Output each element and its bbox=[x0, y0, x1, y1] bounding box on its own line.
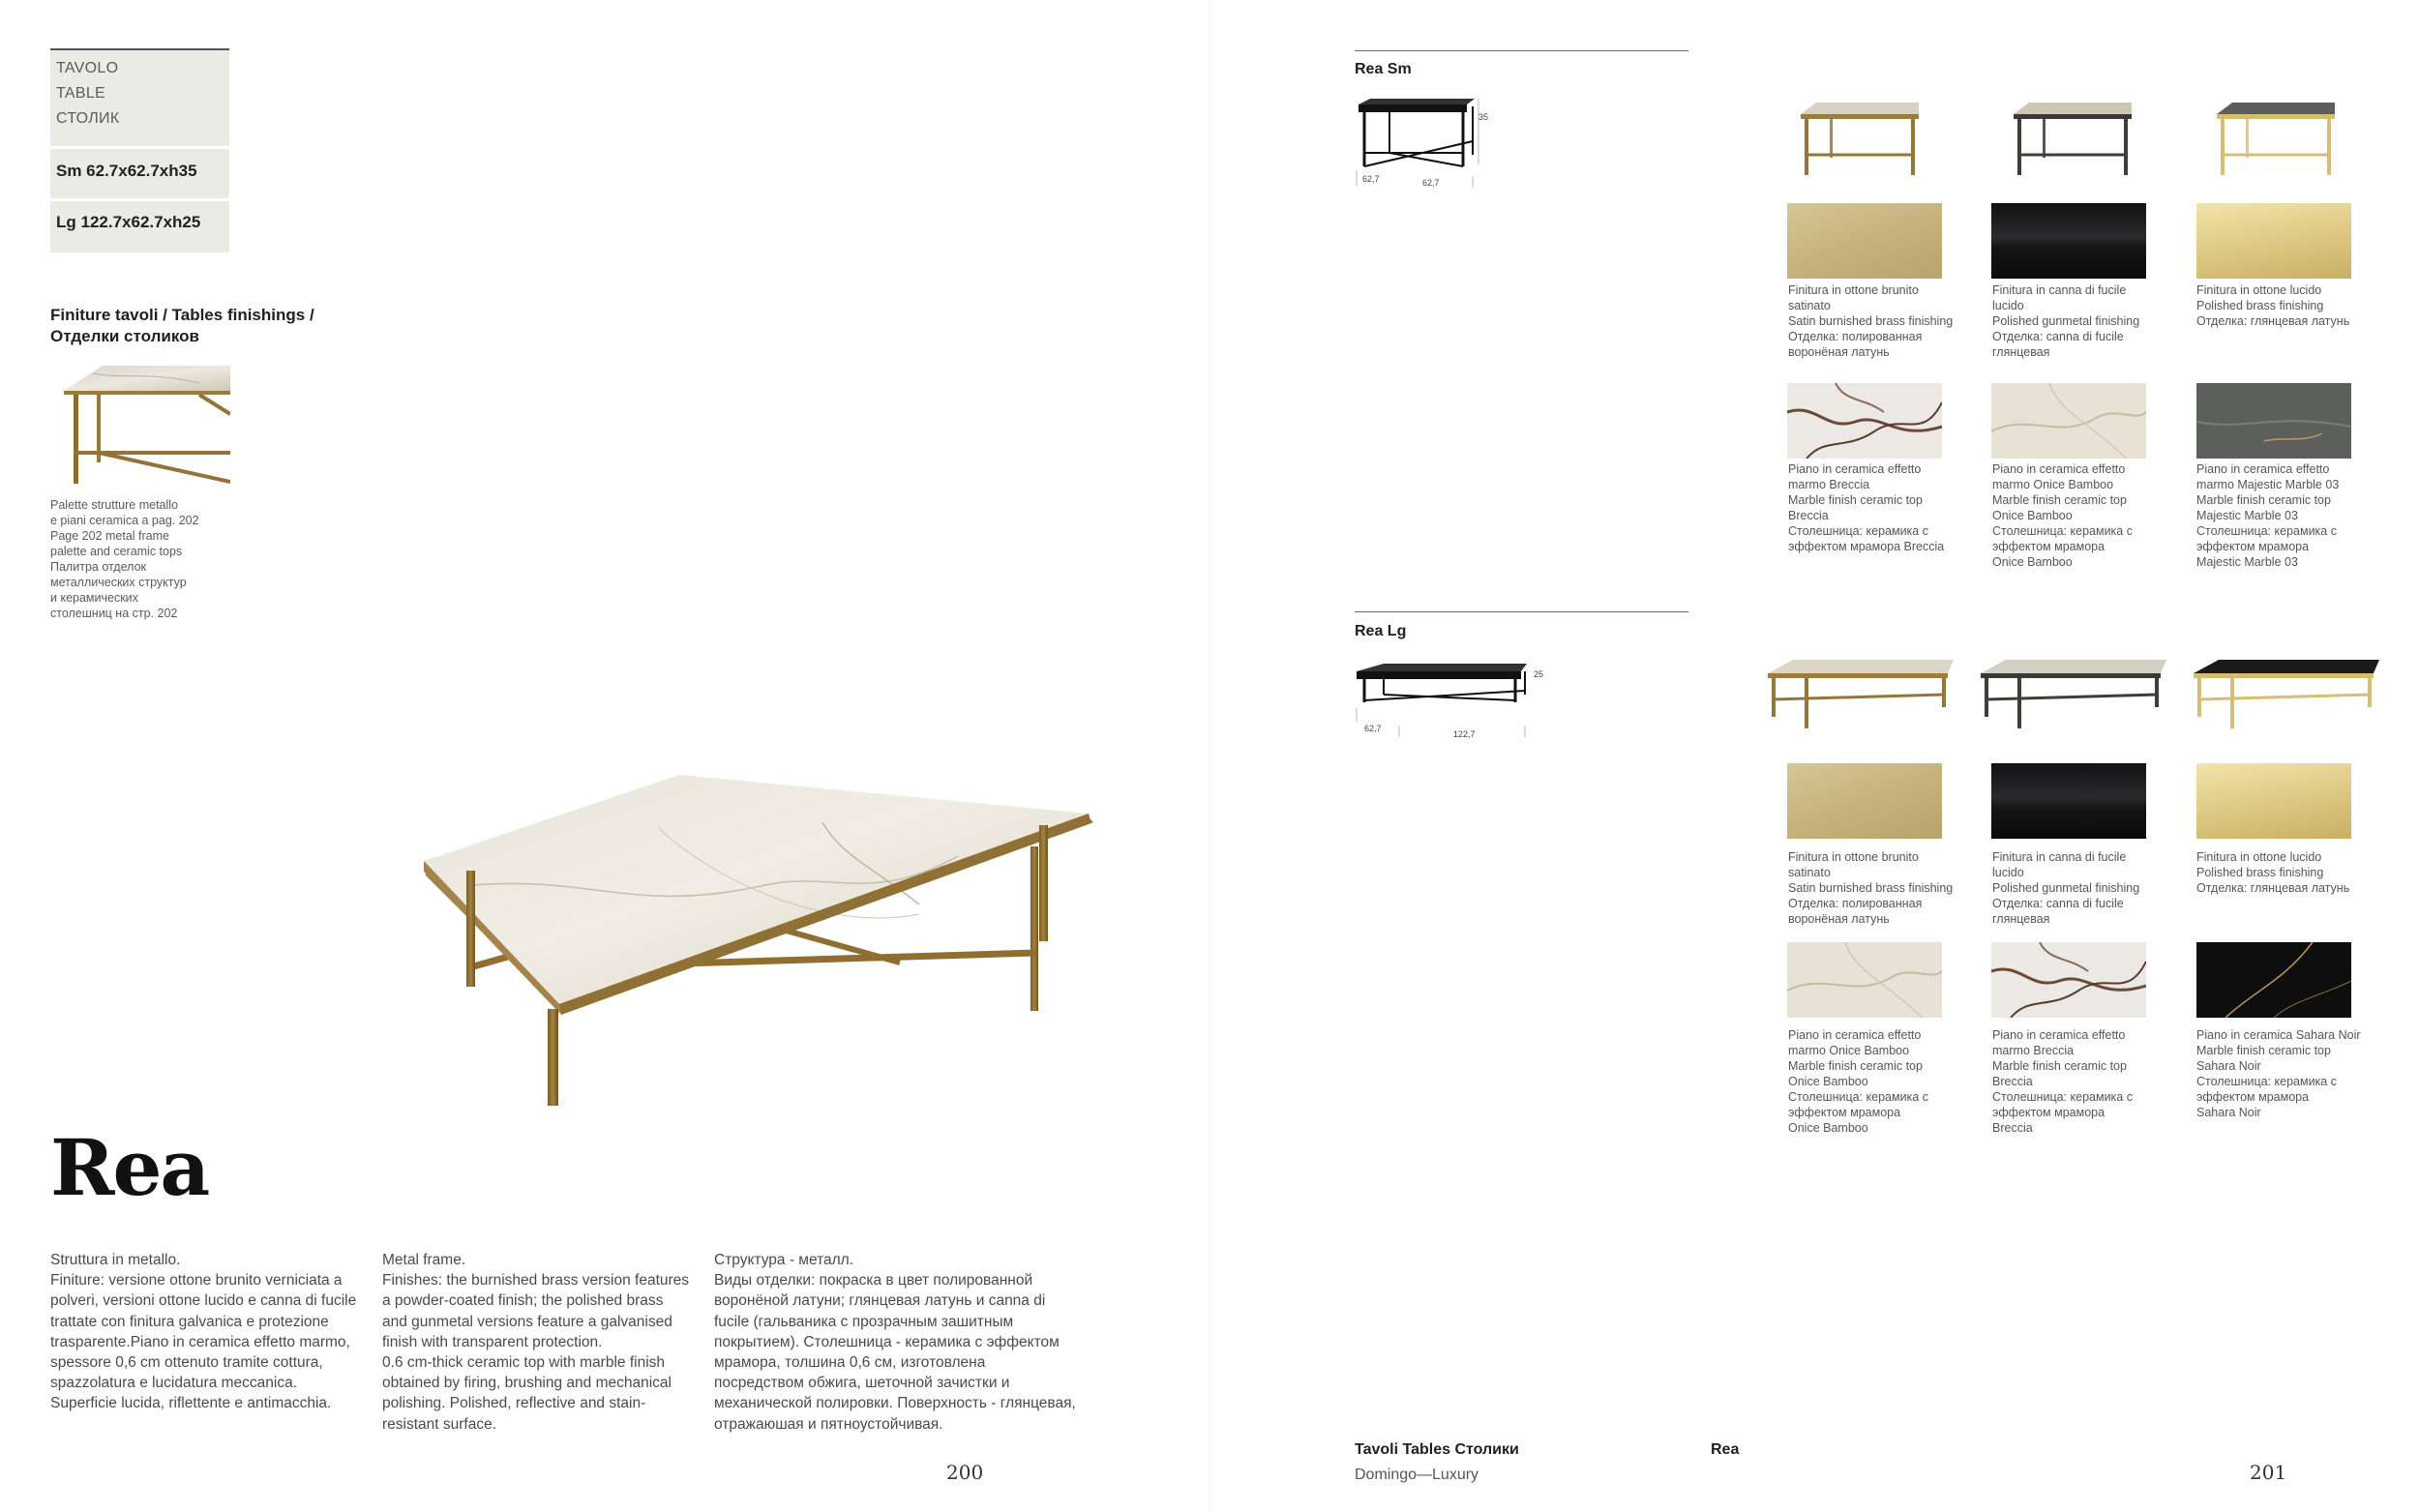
finishings-title: Finiture tavoli / Tables finishings / Отделки столиков bbox=[50, 306, 314, 345]
caption-lg-finish-2: Finitura in canna di fucile lucido Polished gunmetal finishing Отделка: canna di fucile глянцевая bbox=[1992, 850, 2140, 926]
section-rule-sm bbox=[1355, 50, 1688, 51]
lg-width-label: 122,7 bbox=[1453, 729, 1476, 739]
size-small: Sm 62.7x62.7xh35 bbox=[56, 162, 197, 180]
divider bbox=[50, 198, 229, 201]
swatch-gunmetal bbox=[1991, 203, 2146, 279]
swatch-marble-breccia bbox=[1991, 942, 2146, 1018]
size-large: Lg 122.7x62.7xh25 bbox=[56, 213, 201, 231]
section-rule-lg bbox=[1355, 611, 1688, 612]
page-number-right: 201 bbox=[2250, 1461, 2287, 1484]
product-type-box bbox=[50, 48, 229, 252]
caption-lg-top-1: Piano in ceramica effetto marmo Onice Bamboo Marble finish ceramic top Onice Bamboo Столешница: керамика с эффектом мрамора Onice Bamboo bbox=[1788, 1028, 1928, 1135]
description-english: Metal frame. Finishes: the burnished brass version features a powder-coated finish; the polished brass and gunmetal versions feature a galvanised finish with transparent protection. 0.6 cm-thick ceramic top with marble finish obtained by firing, brushing and mechanical polishing. Polished, reflective and stain-resistant surface. bbox=[382, 1252, 690, 1433]
caption-lg-finish-3: Finitura in ottone lucido Polished brass finishing Отделка: глянцевая латунь bbox=[2196, 850, 2350, 895]
lg-depth-label: 62,7 bbox=[1364, 724, 1382, 733]
swatch-burnished-brass bbox=[1787, 763, 1942, 839]
caption-sm-top-1: Piano in ceramica effetto marmo Breccia Marble finish ceramic top Breccia Столешница: керамика с эффектом мрамора Breccia bbox=[1788, 462, 1945, 553]
footer-product: Rea bbox=[1711, 1441, 1740, 1458]
swatch-marble-majestic-03 bbox=[2196, 383, 2351, 459]
sm-depth-label: 62,7 bbox=[1362, 174, 1380, 184]
description-russian: Структура - металл. Виды отделки: покраска в цвет полированной воронёной латуни; глянцевая латунь и canna di fucile (гальваника с прозрачным зашитным покрытием). Столешница - керамика с эффектом мрамора, толшина 0,6 см, изготовлена посредством обжига, шеточной зачистки и механической полировки. Поверхность - глянцевая, отражаюшая и пятноустойчивая. bbox=[714, 1252, 1076, 1433]
caption-lg-top-2: Piano in ceramica effetto marmo Breccia Marble finish ceramic top Breccia Столешница: керамика с эффектом мрамора Breccia bbox=[1992, 1028, 2133, 1135]
description-italian: Struttura in metallo. Finiture: versione ottone brunito verniciata a polveri, versioni ottone lucido e canna di fucile trattate con finitura galvanica e protezione trasparente.Piano in ceramica effetto marmo, spessore 0,6 cm ottenuto tramite cottura, spazzolatura e lucidatura meccanica. Superficie lucida, riflettente e antimacchia. bbox=[50, 1252, 357, 1412]
lg-thumb-polished-brass bbox=[2190, 656, 2383, 733]
swatch-marble-breccia bbox=[1787, 383, 1942, 459]
caption-sm-finish-3: Finitura in ottone lucido Polished brass finishing Отделка: глянцевая латунь bbox=[2196, 283, 2350, 328]
swatch-sahara-noir bbox=[2196, 942, 2351, 1018]
swatch-burnished-brass bbox=[1787, 203, 1942, 279]
sm-thumb-burnished-brass bbox=[1795, 97, 1926, 179]
page-number-left: 200 bbox=[946, 1461, 984, 1484]
type-english: TABLE bbox=[56, 85, 105, 102]
footer-category: Tavoli Tables Столики bbox=[1355, 1441, 1519, 1458]
caption-sm-finish-2: Finitura in canna di fucile lucido Polished gunmetal finishing Отделка: canna di fucile глянцевая bbox=[1992, 283, 2140, 359]
caption-sm-top-3: Piano in ceramica effetto marmo Majestic Marble 03 Marble finish ceramic top Majestic Marble 03 Столешница: керамика с эффектом мрамора Majestic Marble 03 bbox=[2196, 462, 2340, 569]
swatch-gunmetal bbox=[1991, 763, 2146, 839]
sm-width-label: 62,7 bbox=[1422, 178, 1440, 188]
swatch-polished-brass bbox=[2196, 203, 2351, 279]
swatch-marble-onice-bamboo bbox=[1787, 942, 1942, 1018]
lg-thumb-gunmetal bbox=[1977, 656, 2170, 733]
sm-height-label: 35 bbox=[1478, 112, 1489, 122]
swatch-marble-onice-bamboo bbox=[1991, 383, 2146, 459]
type-italian: TAVOLO bbox=[56, 60, 119, 76]
caption-sm-finish-1: Finitura in ottone brunito satinato Satin burnished brass finishing Отделка: полированная воронёная латунь bbox=[1788, 283, 1954, 359]
divider bbox=[50, 146, 229, 149]
lg-dimension-drawing bbox=[1355, 662, 1548, 739]
type-box-rule bbox=[50, 48, 229, 50]
section-title-sm: Rea Sm bbox=[1355, 61, 1412, 77]
footer-brand: Domingo—Luxury bbox=[1355, 1467, 1479, 1483]
section-title-lg: Rea Lg bbox=[1355, 623, 1407, 639]
product-hero-photo bbox=[416, 769, 1103, 1108]
product-name: Rea bbox=[50, 1122, 209, 1213]
type-russian: СТОЛИК bbox=[56, 110, 120, 127]
table-detail-photo bbox=[64, 366, 230, 484]
sm-thumb-polished-brass bbox=[2211, 97, 2342, 179]
caption-lg-top-3: Piano in ceramica Sahara Noir Marble finish ceramic top Sahara Noir Столешница: керамика с эффектом мрамора Sahara Noir bbox=[2196, 1028, 2361, 1119]
sm-thumb-gunmetal bbox=[2008, 97, 2138, 179]
swatch-polished-brass bbox=[2196, 763, 2351, 839]
caption-sm-top-2: Piano in ceramica effetto marmo Onice Bamboo Marble finish ceramic top Onice Bamboo Столешница: керамика с эффектом мрамора Onice Bamboo bbox=[1992, 462, 2133, 569]
lg-thumb-burnished-brass bbox=[1764, 656, 1957, 733]
caption-lg-finish-1: Finitura in ottone brunito satinato Satin burnished brass finishing Отделка: полированная воронёная латунь bbox=[1788, 850, 1954, 926]
lg-height-label: 25 bbox=[1534, 669, 1544, 679]
palette-note: Palette strutture metallo e piani ceramica a pag. 202 Page 202 metal frame palette and ceramic tops Палитра отделок металлических структур и керамических столешниц на стр. 202 bbox=[50, 498, 199, 620]
